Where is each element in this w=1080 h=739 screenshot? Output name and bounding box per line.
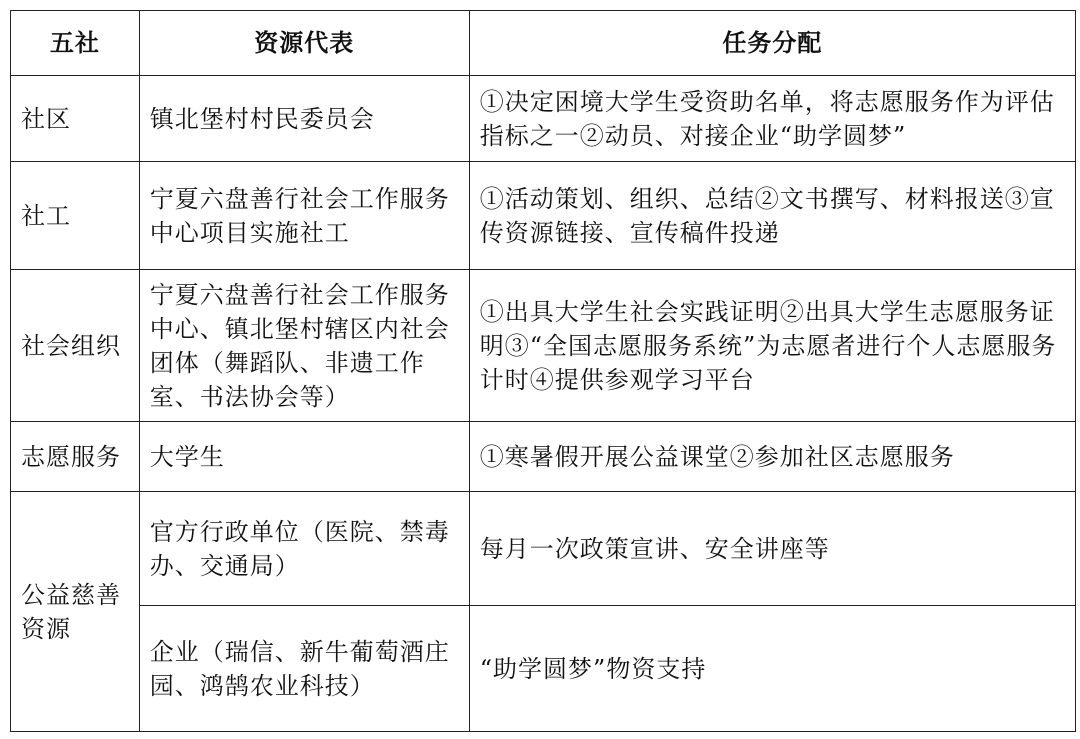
cell-category: 社区 [11,76,140,162]
cell-category: 公益慈善资源 [11,492,140,732]
header-resource-representative: 资源代表 [139,11,469,76]
cell-resource: 镇北堡村村民委员会 [139,76,469,162]
table-header-row [11,11,1076,76]
cell-resource: 宁夏六盘善行社会工作服务中心、镇北堡村辖区内社会团体（舞蹈队、非遗工作室、书法协会等） [139,270,469,422]
cell-task: 每月一次政策宣讲、安全讲座等 [469,492,1075,606]
cell-task: ①决定困境大学生受资助名单，将志愿服务作为评估指标之一②动员、对接企业“助学圆梦” [469,76,1075,162]
cell-task: ①寒暑假开展公益课堂②参加社区志愿服务 [469,422,1075,492]
cell-category: 社会组织 [11,270,140,422]
cell-category: 社工 [11,162,140,270]
header-task-allocation: 任务分配 [469,11,1075,76]
cell-task: “助学圆梦”物资支持 [469,606,1075,732]
cell-task: ①活动策划、组织、总结②文书撰写、材料报送③宣传资源链接、宣传稿件投递 [469,162,1075,270]
cell-category: 志愿服务 [11,422,140,492]
header-five-society: 五社 [11,11,140,76]
cell-resource: 大学生 [139,422,469,492]
table-row [11,606,1076,732]
cell-resource: 企业（瑞信、新牛葡萄酒庄园、鸿鹄农业科技） [139,606,469,732]
cell-resource: 官方行政单位（医院、禁毒办、交通局） [139,492,469,606]
cell-resource: 宁夏六盘善行社会工作服务中心项目实施社工 [139,162,469,270]
resource-allocation-table [10,10,1076,732]
table-row [11,492,1076,606]
cell-task: ①出具大学生社会实践证明②出具大学生志愿服务证明③“全国志愿服务系统”为志愿者进行个人志愿服务计时④提供参观学习平台 [469,270,1075,422]
table-row [11,422,1076,492]
table-row [11,270,1076,422]
table-row [11,76,1076,162]
table-row [11,162,1076,270]
